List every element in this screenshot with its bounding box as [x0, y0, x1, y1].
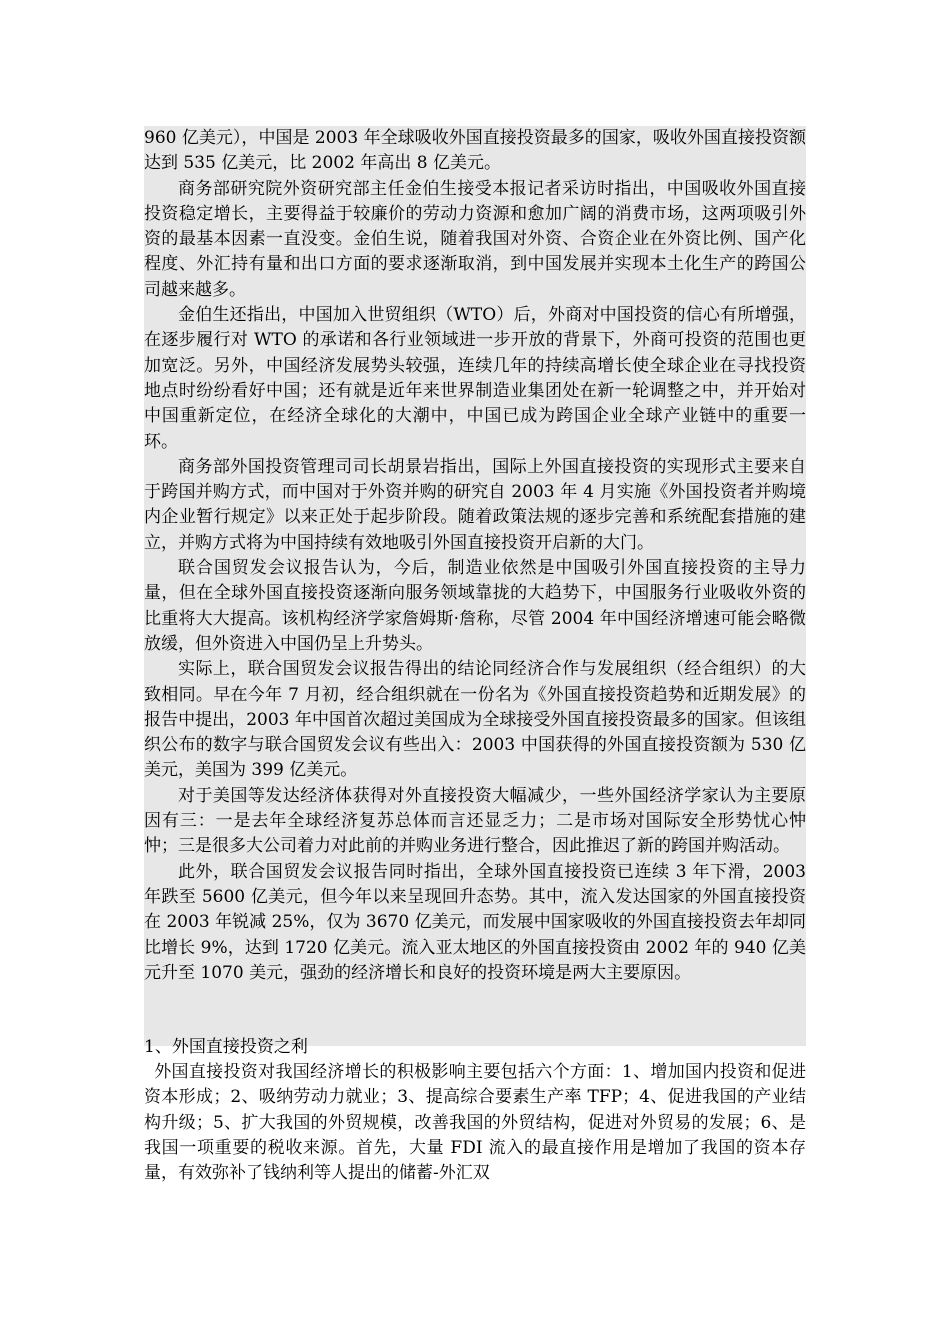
- section-spacer: [144, 986, 806, 1034]
- paragraph-7: 对于美国等发达经济体获得对外直接投资大幅减少，一些外国经济学家认为主要原因有三：一是去年全球经济复苏总体而言还显乏力；二是市场对国际安全形势忧心忡忡；三是很多大公司着力对此前的并购业务进行整合，因此推迟了新的跨国并购活动。: [144, 785, 806, 857]
- paragraph-5: 联合国贸发会议报告认为，今后，制造业依然是中国吸引外国直接投资的主导力量，但在全球外国直接投资逐渐向服务领域靠拢的大趋势下，中国服务行业吸收外资的比重将大大提高。该机构经济学家詹姆斯·詹称，尽管 2004 年中国经济增速可能会略微放缓，但外资进入中国仍呈上升势头。: [144, 558, 806, 654]
- section-heading: 1、外国直接投资之利: [144, 1037, 308, 1058]
- paragraph-3: 金伯生还指出，中国加入世贸组织（WTO）后，外商对中国投资的信心有所增强，在逐步履行对 WTO 的承诺和各行业领域进一步开放的背景下，外商可投资的范围也更加宽泛。另外，中国经济发展势头较强，连续几年的持续高增长使全球企业在寻找投资地点时纷纷看好中国；还有就是近年来世界制造业集团处在新一轮调整之中，并开始对中国重新定位，在经济全球化的大潮中，中国已成为跨国企业全球产业链中的重要一环。: [144, 305, 806, 452]
- paragraph-8: 此外，联合国贸发会议报告同时指出，全球外国直接投资已连续 3 年下滑，2003 年跌至 5600 亿美元，但今年以来呈现回升态势。其中，流入发达国家的外国直接投资在 2003 年锐减 25%，仅为 3670 亿美元，而发展中国家吸收的外国直接投资去年却同比增长 9%，达到 1720 亿美元。流入亚太地区的外国直接投资由 2002 年的 940 亿美元升至 1070 美元，强劲的经济增长和良好的投资环境是两大主要原因。: [144, 861, 806, 983]
- paragraph-2: 商务部研究院外资研究部主任金伯生接受本报记者采访时指出，中国吸收外国直接投资稳定增长，主要得益于较廉价的劳动力资源和愈加广阔的消费市场，这两项吸引外资的最基本因素一直没变。金伯生说，随着我国对外资、合资企业在外资比例、国产化程度、外汇持有量和出口方面的要求逐渐取消，到中国发展并实现本土化生产的跨国公司越来越多。: [144, 178, 806, 300]
- paragraph-1: 960 亿美元），中国是 2003 年全球吸收外国直接投资最多的国家，吸收外国直接投资额达到 535 亿美元，比 2002 年高出 8 亿美元。: [144, 128, 806, 174]
- section-body: 外国直接投资对我国经济增长的积极影响主要包括六个方面：1、增加国内投资和促进资本形成；2、吸纳劳动力就业；3、提高综合要素生产率 TFP；4、促进我国的产业结构升级；5、扩大我国的外贸规模，改善我国的外贸结构，促进对外贸易的发展；6、是我国一项重要的税收来源。首先，大量 FDI 流入的最直接作用是增加了我国的资本存量，有效弥补了钱纳利等人提出的储蓄-外汇双: [144, 1062, 806, 1184]
- paragraph-6: 实际上，联合国贸发会议报告得出的结论同经济合作与发展组织（经合组织）的大致相同。早在今年 7 月初，经合组织就在一份名为《外国直接投资趋势和近期发展》的报告中提出，2003 年中国首次超过美国成为全球接受外国直接投资最多的国家。但该组织公布的数字与联合国贸发会议有些出入：2003 中国获得的外国直接投资额为 530 亿美元，美国为 399 亿美元。: [144, 659, 806, 781]
- document-page: [144, 126, 806, 1187]
- paragraph-4: 商务部外国投资管理司司长胡景岩指出，国际上外国直接投资的实现形式主要来自于跨国并购方式，而中国对于外资并购的研究自 2003 年 4 月实施《外国投资者并购境内企业暂行规定》以来正处于起步阶段。随着政策法规的逐步完善和系统配套措施的建立，并购方式将为中国持续有效地吸引外国直接投资开启新的大门。: [144, 456, 806, 553]
